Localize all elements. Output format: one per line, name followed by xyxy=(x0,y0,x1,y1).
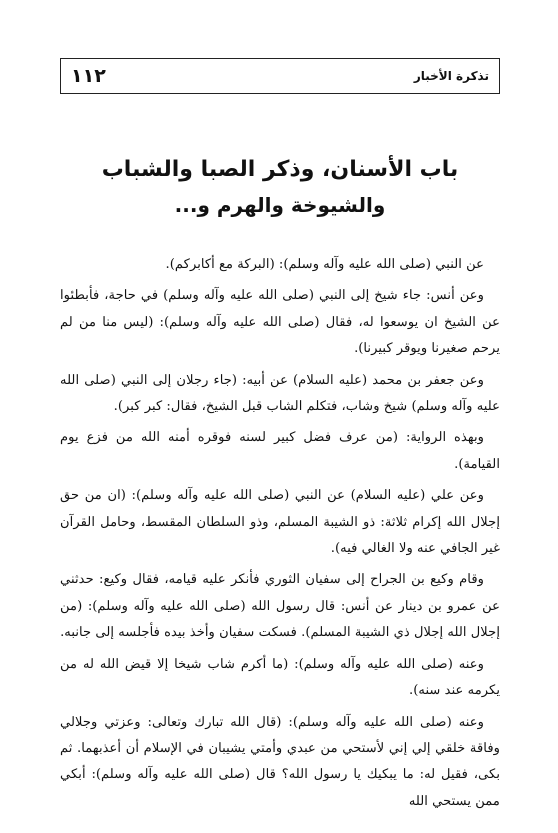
body-text xyxy=(60,252,500,820)
page-number: ١١٢ xyxy=(71,65,106,87)
chapter-title-line-2: والشيوخة والهرم و... xyxy=(174,193,386,217)
chapter-title xyxy=(60,152,500,222)
paragraph: وعن علي (عليه السلام) عن النبي (صلى الله عليه وآله وسلم): (ان من حق إجلال الله إكرام ثلاثة: ذو الشيبة المسلم، وذو السلطان المقسط، وحامل القرآن غير الجافي عنه ولا الغالي فيه). xyxy=(60,488,500,557)
paragraph: وعنه (صلى الله عليه وآله وسلم): (قال الله تبارك وتعالى: وعزتي وجلالي وفاقة خلقي إلي إني لأستحي من عبدي وأمتي يشيبان في الإسلام أن أعذبهما. ثم بكى، فقيل له: ما يبكيك يا رسول الله؟ قال (صلى الله عليه وآله وسلم): أبكي ممن يستحي الله xyxy=(60,714,500,809)
paragraph: عن النبي (صلى الله عليه وآله وسلم): (البركة مع أكابركم). xyxy=(165,257,484,272)
paragraph: وعنه (صلى الله عليه وآله وسلم): (ما أكرم شاب شيخا إلا قيض الله له من يكرمه عند سنه). xyxy=(60,656,500,699)
page-header xyxy=(60,58,500,94)
chapter-title-line-1: باب الأسنان، وذكر الصبا والشباب xyxy=(101,157,459,182)
book-title: تذكرة الأخبار xyxy=(413,69,489,83)
paragraph: وبهذه الرواية: (من عرف فضل كبير لسنه فوقره أمنه الله من فزع يوم القيامة). xyxy=(60,430,500,472)
paragraph: وعن جعفر بن محمد (عليه السلام) عن أبيه: (جاء رجلان إلى النبي (صلى الله عليه وآله وسلم) شيخ وشاب، فتكلم الشاب قبل الشيخ، فقال: كبر كبر). xyxy=(60,372,500,415)
paragraph: وعن أنس: جاء شيخ إلى النبي (صلى الله عليه وآله وسلم) في حاجة، فأبطئوا عن الشيخ ان يوسعوا له، فقال (صلى الله عليه وآله وسلم): (ليس منا من لم يرحم صغيرنا ويوقر كبيرنا). xyxy=(60,288,500,357)
paragraph: وقام وكيع بن الجراح إلى سفيان الثوري فأنكر عليه قيامه، فقال وكيع: حدثني عن عمرو بن دينار عن أنس: قال رسول الله (صلى الله عليه وآله وسلم): (من إجلال الله إجلال ذي الشيبة المسلم). فسكت سفيان وأخذ بيده فأجلسه إلى جانبه. xyxy=(60,572,500,641)
